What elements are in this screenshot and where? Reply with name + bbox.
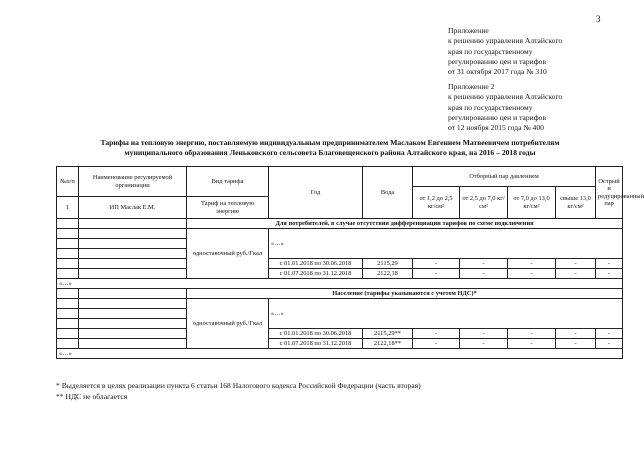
steam-value: - [596, 259, 623, 269]
table-row [57, 329, 623, 339]
header-steam-4: свыше 13,0 кг/см² [556, 187, 596, 219]
section-title: Население (тарифы указываются с учетом НДС)* [187, 289, 623, 299]
tariff-type-cell: одноставочный руб./Гкал [187, 229, 269, 279]
approval-line: края по государственному [448, 102, 533, 112]
approval-line: края по государственному [448, 46, 533, 56]
steam-value: - [556, 339, 596, 349]
header-tariff-type: Вид тарифа [187, 167, 269, 197]
empty-cell [269, 319, 623, 329]
section-header-row [57, 289, 623, 299]
approval-line: регулированию цен и тарифов [448, 112, 547, 122]
approval-line: к решению управления Алтайского [448, 92, 563, 102]
header-org: Наименование регулируемой организации [79, 167, 187, 197]
approval-line: Приложение [448, 26, 489, 35]
org-name: ИП Маслак Е.М. [79, 197, 187, 219]
approval-line: от 12 ноября 2015 года № 400 [448, 123, 544, 133]
empty-cell [79, 319, 187, 329]
empty-cell [57, 339, 79, 349]
empty-cell [57, 329, 79, 339]
steam-value: - [460, 339, 508, 349]
table-row [57, 279, 623, 289]
empty-cell [79, 219, 187, 229]
steam-value: - [556, 259, 596, 269]
empty-cell [79, 299, 187, 309]
steam-value: - [460, 329, 508, 339]
steam-value: - [413, 269, 460, 279]
water-value: 2115,29 [363, 259, 413, 269]
water-value: 2122,18** [363, 339, 413, 349]
header-year: Год [269, 167, 363, 219]
steam-value: - [460, 269, 508, 279]
steam-value: - [508, 329, 556, 339]
empty-cell [79, 339, 187, 349]
empty-cell [57, 289, 79, 299]
table-row [57, 239, 623, 249]
steam-value: - [413, 259, 460, 269]
empty-cell [269, 299, 623, 309]
period-cell: с 01.07.2018 по 31.12.2018 [269, 339, 363, 349]
approval-block-1 [448, 26, 562, 77]
header-sharp-steam: Острый и редуцированный пар [596, 167, 623, 219]
tariff-type-cell: одноставочный руб./Гкал [187, 299, 269, 349]
header-steam: Отборный пар давлением [413, 167, 596, 187]
empty-cell [57, 249, 79, 259]
empty-cell [79, 329, 187, 339]
empty-cell [57, 229, 79, 239]
empty-cell [269, 249, 623, 259]
footnote: * Выделяется в целях реализации пункта 6 статьи 168 Налогового кодекса Российской Федерации (часть вторая) [56, 381, 421, 390]
ellipsis: «…» [57, 349, 623, 359]
period-cell: с 01.07.2018 по 31.12.2018 [269, 269, 363, 279]
steam-value: - [413, 329, 460, 339]
steam-value: - [460, 259, 508, 269]
table-row [57, 339, 623, 349]
steam-value: - [596, 269, 623, 279]
steam-value: - [413, 339, 460, 349]
water-value: 2115,29** [363, 329, 413, 339]
empty-cell [79, 269, 187, 279]
empty-cell [79, 289, 187, 299]
water-value: 2122,18 [363, 269, 413, 279]
ellipsis: «…» [269, 239, 623, 249]
steam-value: - [508, 339, 556, 349]
approval-block-2 [448, 82, 562, 133]
steam-value: - [556, 269, 596, 279]
empty-cell [57, 309, 79, 319]
empty-cell [269, 229, 623, 239]
title-line: Тарифы на тепловую энергию, поставляемую индивидуальным предпринимателем Маслаком Евгением Матвеевичем потребителям [100, 138, 560, 147]
table-row [57, 229, 623, 239]
empty-cell [79, 309, 187, 319]
ellipsis: «…» [57, 279, 623, 289]
ellipsis: «…» [269, 309, 623, 319]
empty-cell [79, 239, 187, 249]
page-number: 3 [596, 14, 601, 24]
steam-value: - [556, 329, 596, 339]
table-row [57, 259, 623, 269]
footnote: ** НДС не облагается [56, 391, 128, 401]
empty-cell [79, 249, 187, 259]
steam-value: - [596, 329, 623, 339]
period-cell: с 01.01.2018 по 30.06.2018 [269, 329, 363, 339]
document-title [40, 138, 620, 158]
header-steam-2: от 2,5 до 7,0 кг/см² [460, 187, 508, 219]
section-header-row [57, 219, 623, 229]
header-row [57, 167, 623, 187]
org-tariff-label: Тариф на тепловую энергию [187, 197, 269, 219]
table-row [57, 319, 623, 329]
header-water: Вода [363, 167, 413, 219]
empty-cell [57, 319, 79, 329]
table-row [57, 299, 623, 309]
title-line: муниципального образования Леньковского сельсовета Благовещенского района Алтайского края, на 2016 – 2018 годы [124, 148, 536, 157]
approval-line: регулированию цен и тарифов [448, 56, 547, 66]
empty-cell [57, 239, 79, 249]
empty-cell [57, 269, 79, 279]
header-steam-3: от 7,0 до 13,0 кг/см² [508, 187, 556, 219]
org-num: 1 [57, 197, 79, 219]
footnotes [56, 381, 421, 402]
header-steam-1: от 1,2 до 2,5 кг/см² [413, 187, 460, 219]
section-title: Для потребителей, в случае отсутствия дифференциации тарифов по схеме подключения [187, 219, 623, 229]
tariff-table [56, 166, 644, 359]
steam-value: - [508, 259, 556, 269]
steam-value: - [508, 269, 556, 279]
empty-cell [79, 229, 187, 239]
table-row [57, 249, 623, 259]
empty-cell [79, 259, 187, 269]
approval-line: Приложение 2 [448, 82, 495, 91]
approval-line: от 31 октября 2017 года № 310 [448, 67, 547, 77]
empty-cell [57, 259, 79, 269]
table-row [57, 269, 623, 279]
table-row [57, 349, 623, 359]
empty-cell [57, 299, 79, 309]
header-num: №п/п [57, 167, 79, 197]
empty-cell [57, 219, 79, 229]
steam-value: - [596, 339, 623, 349]
table-row [57, 309, 623, 319]
period-cell: с 01.01.2018 по 30.06.2018 [269, 259, 363, 269]
approval-line: к решению управления Алтайского [448, 36, 563, 46]
